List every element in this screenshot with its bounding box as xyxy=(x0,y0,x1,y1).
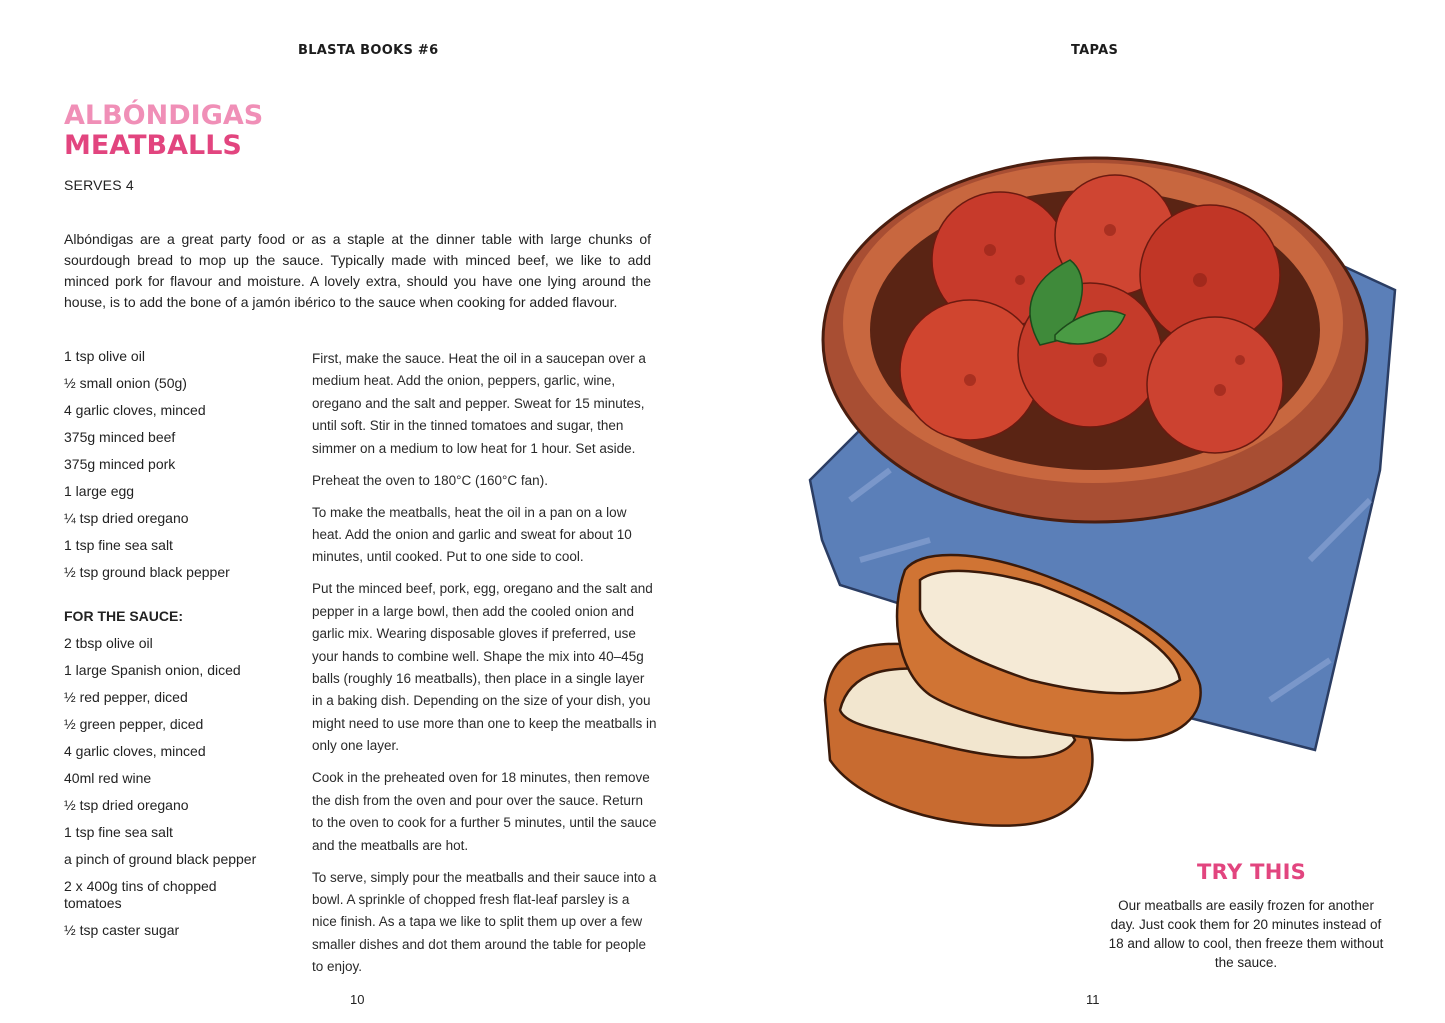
method-step: To serve, simply pour the meatballs and their sauce into a bowl. A sprinkle of chopped fresh flat-leaf parsley is a nice finish. As a tapa we like to split them up over a few smaller dishes and dot them around the table for people to enjoy. xyxy=(312,869,657,975)
recipe-intro xyxy=(64,229,651,313)
ingredient-item: ½ tsp ground black pepper xyxy=(64,564,230,580)
serves-label: SERVES 4 xyxy=(64,177,134,193)
recipe-title xyxy=(64,101,263,161)
sauce-ingredient-item: 1 large Spanish onion, diced xyxy=(64,662,241,678)
method-steps xyxy=(312,348,657,988)
ingredient-item: 1 tsp fine sea salt xyxy=(64,537,173,553)
ingredient-item: 1 large egg xyxy=(64,483,135,499)
method-step: Preheat the oven to 180°C (160°C fan). xyxy=(312,472,548,488)
sauce-ingredient-item: ½ red pepper, diced xyxy=(64,689,188,705)
running-head-left: BLASTA BOOKS #6 xyxy=(298,43,439,58)
recipe-title-english: MEATBALLS xyxy=(64,130,242,161)
sauce-ingredient-item: ½ tsp caster sugar xyxy=(64,922,180,938)
try-this-heading: TRY THIS xyxy=(1197,860,1307,884)
meatball xyxy=(1147,317,1283,453)
method-step: Put the minced beef, pork, egg, oregano and the salt and pepper in a large bowl, then add the cooled onion and garlic mix. Wearing disposable gloves if preferred, use your hands to combine well. Shape the mix into 40–45g balls (roughly 16 meatballs), then place in a single layer in a baking dish. Depending on the size of your dish, you might need to use more than one to keep the meatballs in only one layer. xyxy=(312,581,657,754)
sauce-ingredient-item: 2 x 400g tins of chopped tomatoes xyxy=(64,878,217,911)
ingredient-item: 375g minced pork xyxy=(64,456,176,472)
page-number-right: 11 xyxy=(1086,992,1100,1007)
sauce-ingredients xyxy=(64,635,289,939)
main-ingredients xyxy=(64,348,289,581)
sauce-ingredient-item: ½ green pepper, diced xyxy=(64,716,204,732)
sauce-ingredient-item: 1 tsp fine sea salt xyxy=(64,824,173,840)
try-this-text: Our meatballs are easily frozen for another day. Just cook them for 20 minutes instead of 18 and allow to cool, then freeze them without the sauce. xyxy=(1108,898,1384,970)
sauce-ingredient-item: 2 tbsp olive oil xyxy=(64,635,153,651)
sauce-ingredient-item: a pinch of ground black pepper xyxy=(64,851,257,867)
sauce-ingredient-item: 4 garlic cloves, minced xyxy=(64,743,206,759)
sauce-ingredient-item: ½ tsp dried oregano xyxy=(64,797,189,813)
recipe-title-spanish: ALBÓNDIGAS xyxy=(64,100,264,131)
ingredient-item: ½ small onion (50g) xyxy=(64,375,187,391)
ingredient-item: 1 tsp olive oil xyxy=(64,348,145,364)
ingredient-item: 4 garlic cloves, minced xyxy=(64,402,206,418)
intro-paragraph: Albóndigas are a great party food or as a staple at the dinner table with large chunks of sourdough bread to mop up the sauce. Typically made with minced beef, we like to add minced pork for flavour and moisture. A lovely extra, should you have one lying around the house, is to add the bone of a jamón ibérico to the sauce when cooking for added flavour. xyxy=(64,231,651,310)
ingredients-list xyxy=(64,348,289,949)
sauce-ingredient-item: 40ml red wine xyxy=(64,770,152,786)
ingredient-item: 375g minced beef xyxy=(64,429,176,445)
ingredient-item: ¼ tsp dried oregano xyxy=(64,510,189,526)
meatballs-bowl-illustration xyxy=(770,140,1410,840)
method-step: To make the meatballs, heat the oil in a pan on a low heat. Add the onion and garlic and sweat for about 10 minutes, until cooked. Put to one side to cool. xyxy=(312,504,632,565)
running-head-right: TAPAS xyxy=(1071,43,1119,58)
method-step: First, make the sauce. Heat the oil in a saucepan over a medium heat. Add the onion, peppers, garlic, wine, oregano and the salt and pepper. Sweat for 15 minutes, until soft. Stir in the tinned tomatoes and sugar, then simmer on a medium to low heat for 1 hour. Set aside. xyxy=(312,351,646,456)
sauce-heading: FOR THE SAUCE: xyxy=(64,608,183,624)
method-step: Cook in the preheated oven for 18 minutes, then remove the dish from the oven and pour over the sauce. Return to the oven to cook for a further 5 minutes, until the sauce and the meatballs are hot. xyxy=(312,770,657,853)
page-number-left: 10 xyxy=(350,992,365,1007)
